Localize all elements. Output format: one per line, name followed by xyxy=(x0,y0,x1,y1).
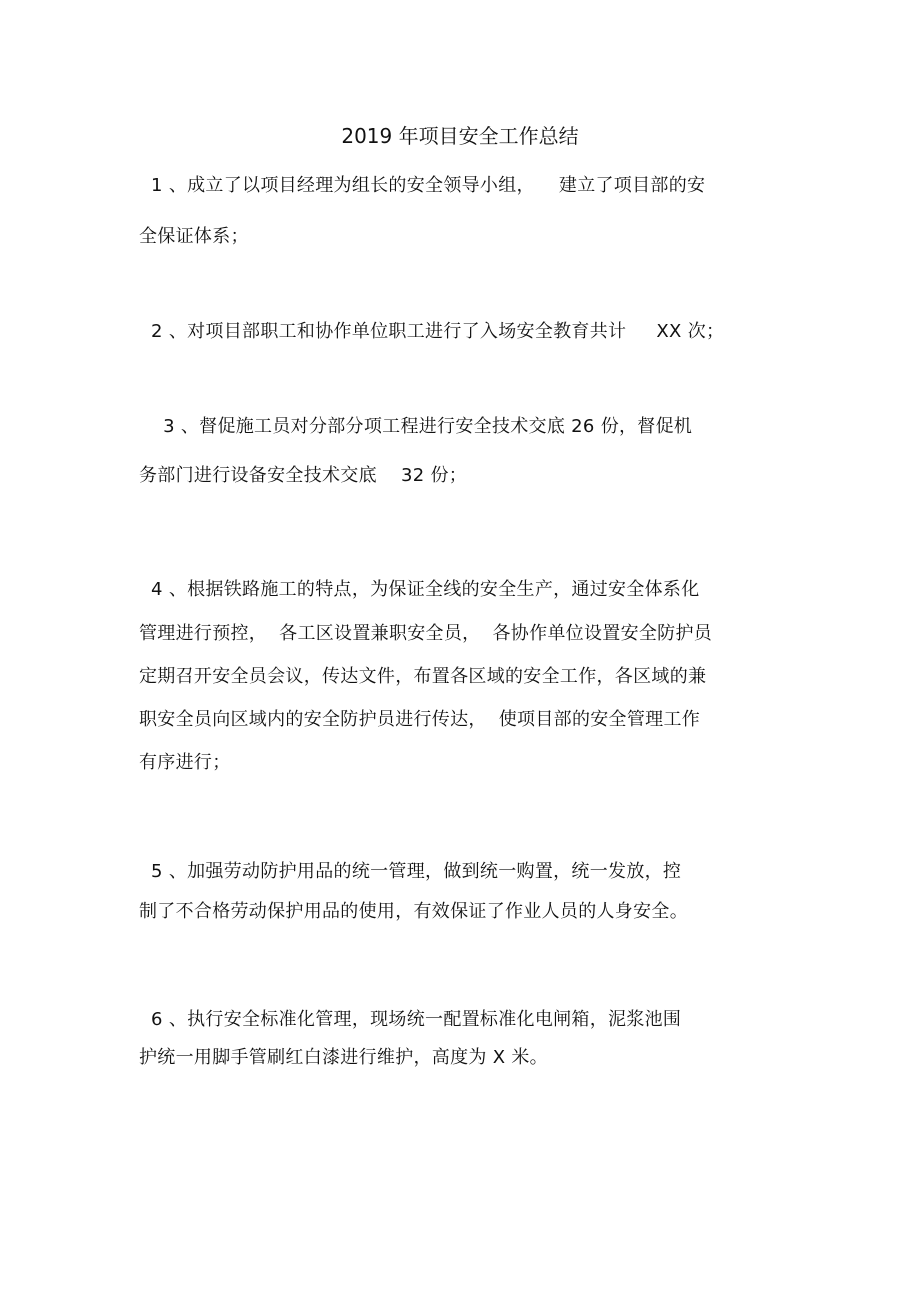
item-4-line-3: 定期召开安全员会议，传达文件，布置各区域的安全工作，各区域的兼 xyxy=(139,666,707,687)
item-4-line-5: 有序进行； xyxy=(139,752,231,773)
item-5-line-2: 制了不合格劳动保护用品的使用，有效保证了作业人员的人身安全。 xyxy=(139,901,688,922)
item-4-line-2: 管理进行预控， 各工区设置兼职安全员， 各协作单位设置安全防护员 xyxy=(139,623,713,644)
item-6-line-1: 6 、执行安全标准化管理，现场统一配置标准化电闸箱，泥浆池围 xyxy=(139,1009,682,1030)
item-2-line-1: 2 、对项目部职工和协作单位职工进行了入场安全教育共计 XX 次； xyxy=(139,321,725,342)
document-title: 2019 年项目安全工作总结 xyxy=(341,124,579,148)
item-4-line-1: 4 、根据铁路施工的特点，为保证全线的安全生产，通过安全体系化 xyxy=(139,579,700,600)
item-3-line-2: 务部门进行设备安全技术交底 32 份； xyxy=(139,465,468,486)
item-5-line-1: 5 、加强劳动防护用品的统一管理，做到统一购置，统一发放，控 xyxy=(139,861,682,882)
item-3-line-1: 3 、督促施工员对分部分项工程进行安全技术交底 26 份，督促机 xyxy=(139,416,693,437)
item-1-line-2: 全保证体系； xyxy=(139,226,249,247)
item-1-line-1: 1 、成立了以项目经理为组长的安全领导小组， 建立了项目部的安 xyxy=(139,175,706,196)
item-6-line-2: 护统一用脚手管刷红白漆进行维护，高度为 X 米。 xyxy=(139,1047,548,1068)
item-4-line-4: 职安全员向区域内的安全防护员进行传达， 使项目部的安全管理工作 xyxy=(139,709,701,730)
